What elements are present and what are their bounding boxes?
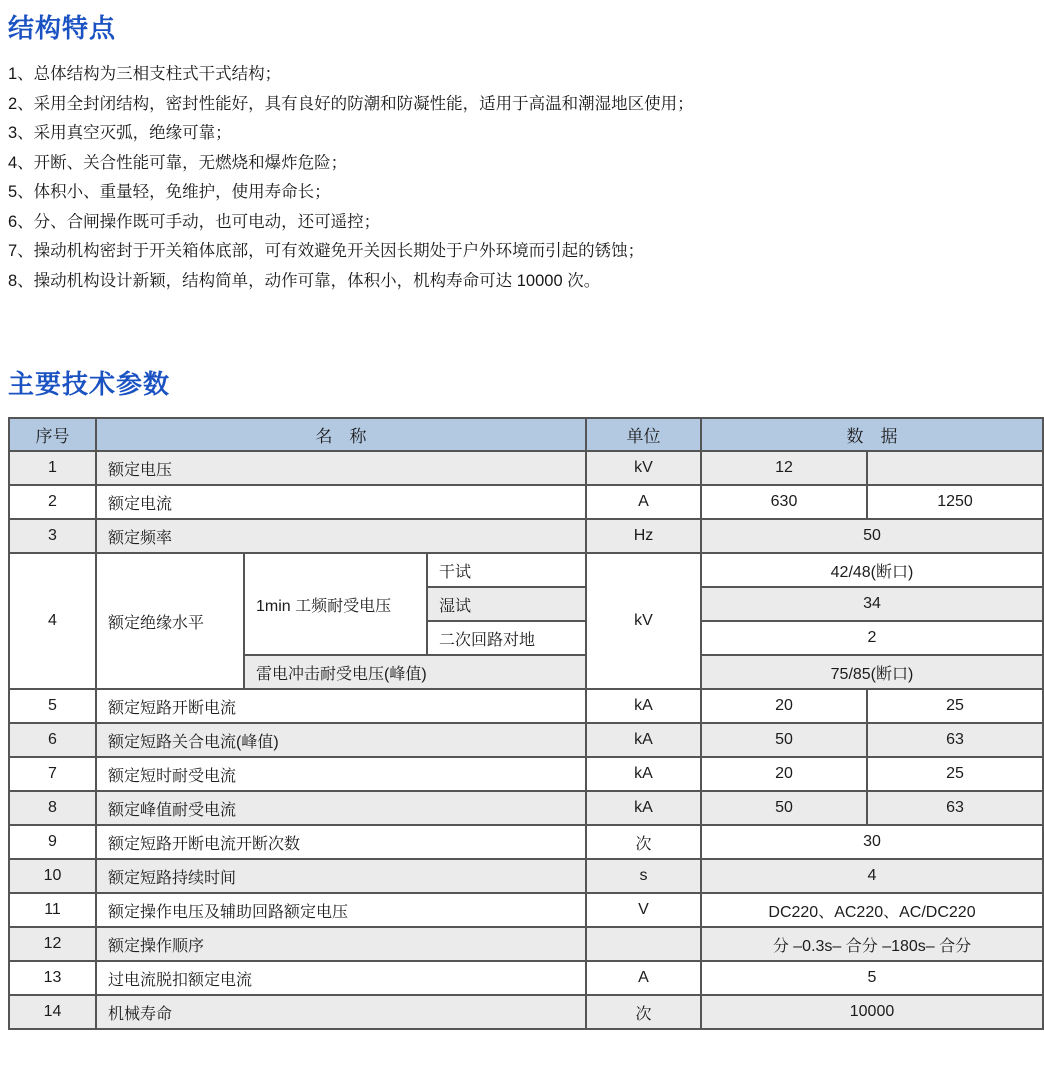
cell-data: 5 (701, 961, 1043, 995)
cell-data: 30 (701, 825, 1043, 859)
feature-item-2: 2、采用全封闭结构，密封性能好，具有良好的防潮和防凝性能，适用于高温和潮湿地区使用； (8, 94, 694, 113)
cell-data-2: 63 (867, 791, 1043, 825)
cell-data-1: 20 (701, 757, 867, 791)
cell-unit: V (586, 893, 701, 927)
cell-unit: kV (586, 451, 701, 485)
cell-no: 1 (9, 451, 96, 485)
cell-no: 5 (9, 689, 96, 723)
cell-name: 过电流脱扣额定电流 (96, 961, 586, 995)
cell-data: 34 (701, 587, 1043, 621)
cell-name-group: 1min 工频耐受电压 (244, 553, 427, 655)
feature-item-3: 3、采用真空灭弧，绝缘可靠； (8, 124, 232, 142)
cell-data-2 (867, 451, 1043, 485)
cell-data: 4 (701, 859, 1043, 893)
cell-name: 额定短时耐受电流 (96, 757, 586, 791)
cell-no: 12 (9, 927, 96, 961)
table-row (9, 927, 1043, 961)
table-row (9, 961, 1043, 995)
cell-no: 7 (9, 757, 96, 791)
cell-no: 2 (9, 485, 96, 519)
cell-data: DC220、AC220、AC/DC220 (701, 893, 1043, 927)
cell-name: 额定短路开断电流 (96, 689, 586, 723)
feature-item-6: 6、分、合闸操作既可手动，也可电动，还可遥控； (8, 212, 381, 231)
cell-unit: kV (586, 553, 701, 689)
cell-name-leaf: 湿试 (427, 587, 586, 621)
table-row (9, 485, 1043, 519)
cell-name: 机械寿命 (96, 995, 586, 1029)
cell-no: 6 (9, 723, 96, 757)
cell-unit: kA (586, 757, 701, 791)
cell-name-leaf: 干试 (427, 553, 586, 587)
table-row (9, 859, 1043, 893)
table-row (9, 791, 1043, 825)
table-row (9, 519, 1043, 553)
cell-data-1: 12 (701, 451, 867, 485)
section-title-structural-features: 结构特点 (8, 13, 117, 43)
cell-unit: kA (586, 723, 701, 757)
cell-data-2: 25 (867, 689, 1043, 723)
cell-data-1: 630 (701, 485, 867, 519)
table-row (9, 893, 1043, 927)
cell-name: 额定峰值耐受电流 (96, 791, 586, 825)
cell-unit: 次 (586, 825, 701, 859)
table-row (9, 995, 1043, 1029)
section-title-technical-parameters: 主要技术参数 (8, 369, 171, 399)
cell-data-2: 63 (867, 723, 1043, 757)
table-row (9, 825, 1043, 859)
feature-item-4: 4、开断、关合性能可靠，无燃烧和爆炸危险； (8, 153, 348, 172)
cell-name: 额定绝缘水平 (96, 553, 244, 689)
cell-data: 42/48(断口) (701, 553, 1043, 587)
cell-data-2: 25 (867, 757, 1043, 791)
cell-data: 2 (701, 621, 1043, 655)
cell-name: 额定操作顺序 (96, 927, 586, 961)
cell-name: 额定电压 (96, 451, 586, 485)
cell-name: 额定电流 (96, 485, 586, 519)
header-no: 序号 (9, 418, 96, 451)
cell-unit: kA (586, 791, 701, 825)
table-row (9, 451, 1043, 485)
cell-data: 10000 (701, 995, 1043, 1029)
cell-name: 额定短路开断电流开断次数 (96, 825, 586, 859)
cell-data-1: 50 (701, 723, 867, 757)
cell-data: 分 –0.3s– 合分 –180s– 合分 (701, 927, 1043, 961)
cell-name-group: 雷电冲击耐受电压(峰值) (244, 655, 586, 689)
cell-unit: A (586, 961, 701, 995)
cell-name: 额定操作电压及辅助回路额定电压 (96, 893, 586, 927)
cell-data: 75/85(断口) (701, 655, 1043, 689)
cell-no: 8 (9, 791, 96, 825)
table-row (9, 689, 1043, 723)
cell-name: 额定短路关合电流(峰值) (96, 723, 586, 757)
cell-unit: s (586, 859, 701, 893)
tech-params-table (8, 417, 1044, 1030)
cell-data: 50 (701, 519, 1043, 553)
header-name: 名 称 (96, 418, 586, 451)
cell-data-2: 1250 (867, 485, 1043, 519)
cell-no: 9 (9, 825, 96, 859)
cell-name-leaf: 二次回路对地 (427, 621, 586, 655)
cell-no: 3 (9, 519, 96, 553)
cell-unit (586, 927, 701, 961)
cell-unit: Hz (586, 519, 701, 553)
cell-no: 11 (9, 893, 96, 927)
cell-unit: 次 (586, 995, 701, 1029)
cell-no: 4 (9, 553, 96, 689)
cell-name: 额定短路持续时间 (96, 859, 586, 893)
feature-item-8: 8、操动机构设计新颖，结构简单，动作可靠，体积小，机构寿命可达 10000 次。 (8, 271, 601, 290)
cell-data-1: 50 (701, 791, 867, 825)
cell-name: 额定频率 (96, 519, 586, 553)
feature-item-5: 5、体积小、重量轻，免维护，使用寿命长； (8, 183, 331, 201)
header-data: 数 据 (701, 418, 1043, 451)
cell-unit: kA (586, 689, 701, 723)
cell-no: 14 (9, 995, 96, 1029)
cell-data-1: 20 (701, 689, 867, 723)
table-row (9, 553, 1043, 587)
table-row (9, 723, 1043, 757)
feature-item-1: 1、总体结构为三相支柱式干式结构； (8, 65, 282, 83)
cell-no: 10 (9, 859, 96, 893)
header-unit: 单位 (586, 418, 701, 451)
features-list (8, 60, 1036, 296)
cell-no: 13 (9, 961, 96, 995)
table-header-row (9, 418, 1043, 451)
feature-item-7: 7、操动机构密封于开关箱体底部，可有效避免开关因长期处于户外环境而引起的锈蚀； (8, 242, 645, 260)
cell-unit: A (586, 485, 701, 519)
table-row (9, 757, 1043, 791)
